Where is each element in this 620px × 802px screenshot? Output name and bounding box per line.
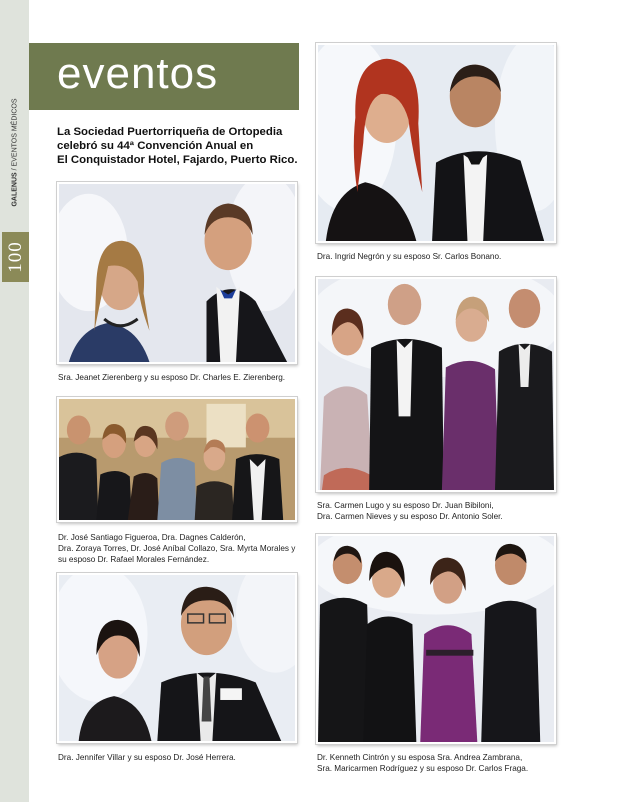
photo-morales-group	[57, 397, 297, 522]
magazine-name: GALENUS	[11, 172, 19, 207]
event-photo	[59, 184, 295, 362]
caption-line: Dr. José Santiago Figueroa, Dra. Dagnes Calderón,	[58, 533, 246, 542]
page-number: 100	[2, 232, 29, 282]
photo-bibiloni-soler	[316, 277, 556, 492]
caption-negron-bonano: Dra. Ingrid Negrón y su esposo Sr. Carlos Bonano.	[317, 252, 502, 261]
intro-line: La Sociedad Puertorriqueña de Ortopedia	[57, 126, 283, 138]
event-photo	[59, 399, 295, 520]
event-photo	[318, 279, 554, 490]
caption-line: Dra. Carmen Nieves y su esposo Dr. Antonio Soler.	[317, 512, 503, 521]
photo-cintron-fraga	[316, 534, 556, 744]
caption-villar-herrera: Dra. Jennifer Villar y su esposo Dr. José Herrera.	[58, 753, 236, 762]
section-title: eventos	[57, 49, 219, 98]
caption-line: Sra. Carmen Lugo y su esposo Dr. Juan Bibiloni,	[317, 501, 494, 510]
section-header	[29, 43, 299, 110]
photo-villar-herrera	[57, 573, 297, 743]
photo-zierenberg	[57, 182, 297, 364]
photo-negron-bonano	[316, 43, 556, 243]
section-name: EVENTOS MÉDICOS	[11, 98, 19, 167]
caption-line: Dr. Kenneth Cintrón y su esposa Sra. Andrea Zambrana,	[317, 753, 523, 762]
caption-line: Sra. Maricarmen Rodríguez y su esposo Dr. Carlos Fraga.	[317, 764, 529, 773]
running-head-separator: /	[11, 166, 19, 173]
intro-text	[57, 125, 302, 167]
caption-morales-group	[58, 532, 295, 565]
caption-line: Dra. Zoraya Torres, Dr. José Aníbal Collazo, Sra. Myrta Morales y	[58, 544, 296, 553]
caption-zierenberg: Sra. Jeanet Zierenberg y su esposo Dr. Charles E. Zierenberg.	[58, 373, 286, 382]
caption-line: su esposo Dr. Rafael Morales Fernández.	[58, 555, 210, 564]
caption-bibiloni-soler	[317, 500, 503, 522]
caption-cintron-fraga	[317, 752, 528, 774]
event-photo	[59, 575, 295, 741]
intro-line: celebró su 44ª Convención Anual en	[57, 140, 254, 152]
event-photo	[318, 536, 554, 742]
intro-line: El Conquistador Hotel, Fajardo, Puerto Rico.	[57, 154, 298, 166]
event-photo	[318, 45, 554, 241]
